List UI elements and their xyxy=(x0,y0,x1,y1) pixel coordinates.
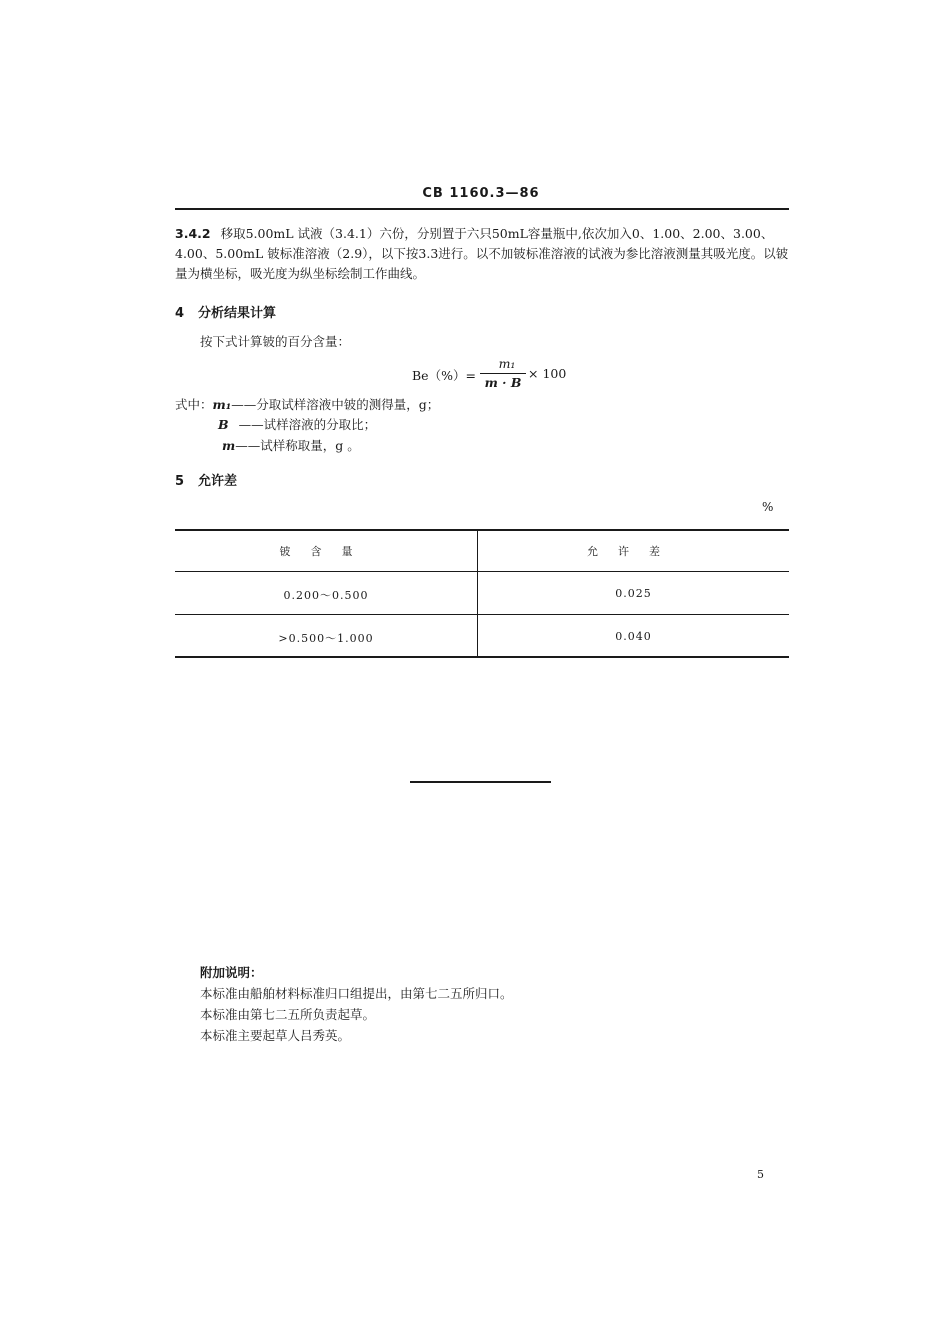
definition-row xyxy=(218,415,376,435)
note-line: 本标准主要起草人吕秀英。 xyxy=(200,1028,351,1043)
clause-text: 移取5.00mL 试液（3.4.1）六份，分别置于六只50mL容量瓶中,依次加入0、1.00、2.00、3.00、4.00、5.00mL 铍标准溶液（2.9），以下按3.3进行。以不加铍标准溶液的试液为参比溶液测量其吸光度。以铍量为横坐标，吸光度为纵坐标绘制工作曲线。 xyxy=(175,226,789,281)
definition-text: ——试样溶液的分取比； xyxy=(238,417,377,432)
definition-symbol: m₁ xyxy=(212,397,232,412)
definition-symbol: B xyxy=(218,417,229,432)
definition-text: ——试样称取量，g 。 xyxy=(235,438,360,453)
fraction-bar xyxy=(480,373,526,374)
definition-row xyxy=(222,436,360,456)
clause-number: 3.4.2 xyxy=(175,226,211,241)
tolerance-table xyxy=(175,529,789,658)
header-rule xyxy=(175,208,789,210)
document-code: CB 1160.3—86 xyxy=(422,186,540,201)
table-cell: 0.025 xyxy=(615,587,652,600)
definition-text: ——分取试样溶液中铍的测得量，g； xyxy=(231,397,440,412)
formula-rhs: × 100 xyxy=(528,366,567,381)
table-header-cell: 允许差 xyxy=(587,545,680,558)
note-line: 本标准由第七二五所负责起草。 xyxy=(200,1007,376,1022)
section-title: 分析结果计算 xyxy=(198,306,277,321)
note-line: 本标准由船舶材料标准归口组提出，由第七二五所归口。 xyxy=(200,986,513,1001)
definition-row xyxy=(175,395,439,415)
section-5-heading xyxy=(175,470,237,489)
table-cell: 0.200～0.500 xyxy=(283,589,369,602)
formula-numerator: m₁ xyxy=(498,356,516,371)
table-top-rule xyxy=(175,529,789,531)
table-cell: 0.040 xyxy=(615,630,652,643)
table-row-rule xyxy=(175,614,789,615)
section-4-heading xyxy=(175,302,276,321)
definition-symbol: m xyxy=(222,438,236,453)
end-rule xyxy=(410,781,551,783)
formula-lhs: Be（%）= xyxy=(412,368,476,383)
section-number: 4 xyxy=(175,306,185,321)
note-title: 附加说明： xyxy=(200,965,263,980)
formula-denominator: m · B xyxy=(484,375,522,390)
where-label: 式中： xyxy=(175,397,213,412)
clause-3-4-2 xyxy=(175,224,795,284)
table-header-rule xyxy=(175,571,789,572)
table-header-cell: 铍含量 xyxy=(279,545,373,558)
section-title: 允许差 xyxy=(198,474,238,489)
formula-intro: 按下式计算铍的百分含量： xyxy=(200,334,351,349)
table-bottom-rule xyxy=(175,656,789,658)
formula xyxy=(412,358,612,392)
section-number: 5 xyxy=(175,474,185,489)
page-number: 5 xyxy=(757,1168,764,1181)
table-cell: >0.500～1.000 xyxy=(278,632,374,645)
additional-notes xyxy=(200,962,513,1046)
unit-label: % xyxy=(762,500,774,514)
